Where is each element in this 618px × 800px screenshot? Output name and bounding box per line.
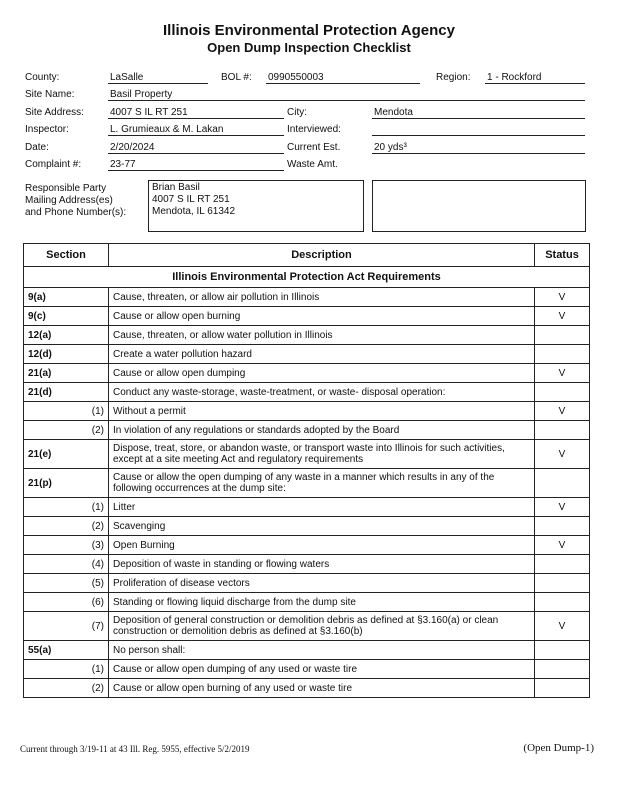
row-description: No person shall: <box>109 641 535 660</box>
inspector-label: Inspector: <box>25 124 69 135</box>
bol-value: 0990550003 <box>266 71 420 84</box>
row-section: 55(a) <box>24 641 109 660</box>
row-section: 9(c) <box>24 307 109 326</box>
table-row <box>24 469 590 498</box>
city-value: Mendota <box>372 106 585 119</box>
date-label: Date: <box>25 142 49 153</box>
row-description: Cause, threaten, or allow air pollution in Illinois <box>109 288 535 307</box>
table-row <box>24 364 590 383</box>
row-description: Cause or allow open dumping <box>109 364 535 383</box>
table-row <box>24 498 590 517</box>
agency-title: Illinois Environmental Protection Agency <box>163 22 455 39</box>
row-status <box>535 574 590 593</box>
row-section: 12(d) <box>24 345 109 364</box>
table-row <box>24 536 590 555</box>
site-name-label: Site Name: <box>25 89 75 100</box>
rp-address: 4007 S IL RT 251 <box>152 194 230 205</box>
row-description: Dispose, treat, store, or abandon waste, or transport waste into Illinois for such activities, except at a site meeting Act and regulatory requirements <box>109 440 535 469</box>
row-status <box>535 421 590 440</box>
row-description: Standing or flowing liquid discharge from the dump site <box>109 593 535 612</box>
region-value: 1 - Rockford <box>485 71 585 84</box>
row-section: (3) <box>24 536 109 555</box>
site-address-label: Site Address: <box>25 107 84 118</box>
current-est-value: 20 yds³ <box>372 141 585 154</box>
row-section: 21(p) <box>24 469 109 498</box>
bol-label: BOL #: <box>221 72 252 83</box>
table-row <box>24 383 590 402</box>
table-row <box>24 288 590 307</box>
region-label: Region: <box>436 72 471 83</box>
row-description: Cause or allow the open dumping of any waste in a manner which results in any of the following occurrences at the dump site: <box>109 469 535 498</box>
row-section: 21(d) <box>24 383 109 402</box>
rp-name: Brian Basil <box>152 182 200 193</box>
interviewed-label: Interviewed: <box>287 124 341 135</box>
row-status: V <box>535 307 590 326</box>
row-status <box>535 469 590 498</box>
table-row <box>24 679 590 698</box>
table-row <box>24 641 590 660</box>
site-name-value: Basil Property <box>108 88 585 101</box>
row-status <box>535 593 590 612</box>
county-value: LaSalle <box>108 71 208 84</box>
rp-label-line-3: and Phone Number(s): <box>25 207 127 218</box>
row-status: V <box>535 364 590 383</box>
table-row <box>24 660 590 679</box>
row-section: 12(a) <box>24 326 109 345</box>
row-section: (2) <box>24 517 109 536</box>
complaint-value: 23-77 <box>108 158 284 171</box>
footer-citation: Current through 3/19-11 at 43 Ill. Reg. 5955, effective 5/2/2019 <box>20 744 250 754</box>
table-header-row <box>24 244 590 267</box>
row-section: 21(e) <box>24 440 109 469</box>
row-section: 21(a) <box>24 364 109 383</box>
row-status: V <box>535 612 590 641</box>
row-status <box>535 679 590 698</box>
waste-amt-label: Waste Amt. <box>287 159 338 170</box>
footer-form-id: (Open Dump-1) <box>523 742 594 754</box>
row-status: V <box>535 536 590 555</box>
county-label: County: <box>25 72 60 83</box>
row-status: V <box>535 402 590 421</box>
col-description: Description <box>109 244 535 267</box>
row-description: Cause or allow open dumping of any used or waste tire <box>109 660 535 679</box>
row-section: (5) <box>24 574 109 593</box>
row-description: Cause or allow open burning <box>109 307 535 326</box>
row-section: (4) <box>24 555 109 574</box>
table-row <box>24 440 590 469</box>
row-description: Open Burning <box>109 536 535 555</box>
inspector-value: L. Grumieaux & M. Lakan <box>108 123 284 136</box>
interviewed-value <box>372 123 585 136</box>
table-row <box>24 517 590 536</box>
col-status: Status <box>535 244 590 267</box>
table-row <box>24 345 590 364</box>
row-section: 9(a) <box>24 288 109 307</box>
row-description: Deposition of waste in standing or flowing waters <box>109 555 535 574</box>
date-value: 2/20/2024 <box>108 141 284 154</box>
group-title: Illinois Environmental Protection Act Requirements <box>24 267 590 288</box>
site-address-value: 4007 S IL RT 251 <box>108 106 284 119</box>
responsible-party-label <box>25 183 126 219</box>
row-description: Create a water pollution hazard <box>109 345 535 364</box>
row-description: Scavenging <box>109 517 535 536</box>
form-title: Open Dump Inspection Checklist <box>207 40 411 55</box>
row-section: (2) <box>24 421 109 440</box>
table-row <box>24 555 590 574</box>
rp-city-state: Mendota, IL 61342 <box>152 206 236 217</box>
table-row <box>24 421 590 440</box>
row-status: V <box>535 440 590 469</box>
row-status <box>535 641 590 660</box>
row-status <box>535 660 590 679</box>
row-status <box>535 383 590 402</box>
row-description: Cause, threaten, or allow water pollution in Illinois <box>109 326 535 345</box>
table-row <box>24 593 590 612</box>
row-section: (6) <box>24 593 109 612</box>
row-status <box>535 345 590 364</box>
row-status: V <box>535 288 590 307</box>
city-label: City: <box>287 107 307 118</box>
row-description: Proliferation of disease vectors <box>109 574 535 593</box>
row-section: (1) <box>24 498 109 517</box>
col-section: Section <box>24 244 109 267</box>
table-row <box>24 402 590 421</box>
inspection-checklist-table <box>23 243 590 698</box>
row-status <box>535 326 590 345</box>
complaint-label: Complaint #: <box>25 159 82 170</box>
table-row <box>24 574 590 593</box>
row-section: (1) <box>24 660 109 679</box>
row-section: (7) <box>24 612 109 641</box>
row-status: V <box>535 498 590 517</box>
row-status <box>535 555 590 574</box>
row-description: Litter <box>109 498 535 517</box>
waste-amt-value <box>372 158 585 171</box>
group-row <box>24 267 590 288</box>
row-section: (1) <box>24 402 109 421</box>
rp-label-line-1: Responsible Party <box>25 183 107 194</box>
row-description: In violation of any regulations or standards adopted by the Board <box>109 421 535 440</box>
table-row <box>24 307 590 326</box>
table-row <box>24 612 590 641</box>
responsible-party-box <box>148 180 364 232</box>
row-description: Deposition of general construction or demolition debris as defined at §3.160(a) or clean construction or demolition debris as defined at §3.160(b) <box>109 612 535 641</box>
row-description: Conduct any waste-storage, waste-treatment, or waste- disposal operation: <box>109 383 535 402</box>
rp-label-line-2: Mailing Address(es) <box>25 195 113 206</box>
current-est-label: Current Est. <box>287 142 341 153</box>
table-row <box>24 326 590 345</box>
row-section: (2) <box>24 679 109 698</box>
row-description: Cause or allow open burning of any used or waste tire <box>109 679 535 698</box>
row-status <box>535 517 590 536</box>
row-description: Without a permit <box>109 402 535 421</box>
secondary-party-box <box>372 180 586 232</box>
